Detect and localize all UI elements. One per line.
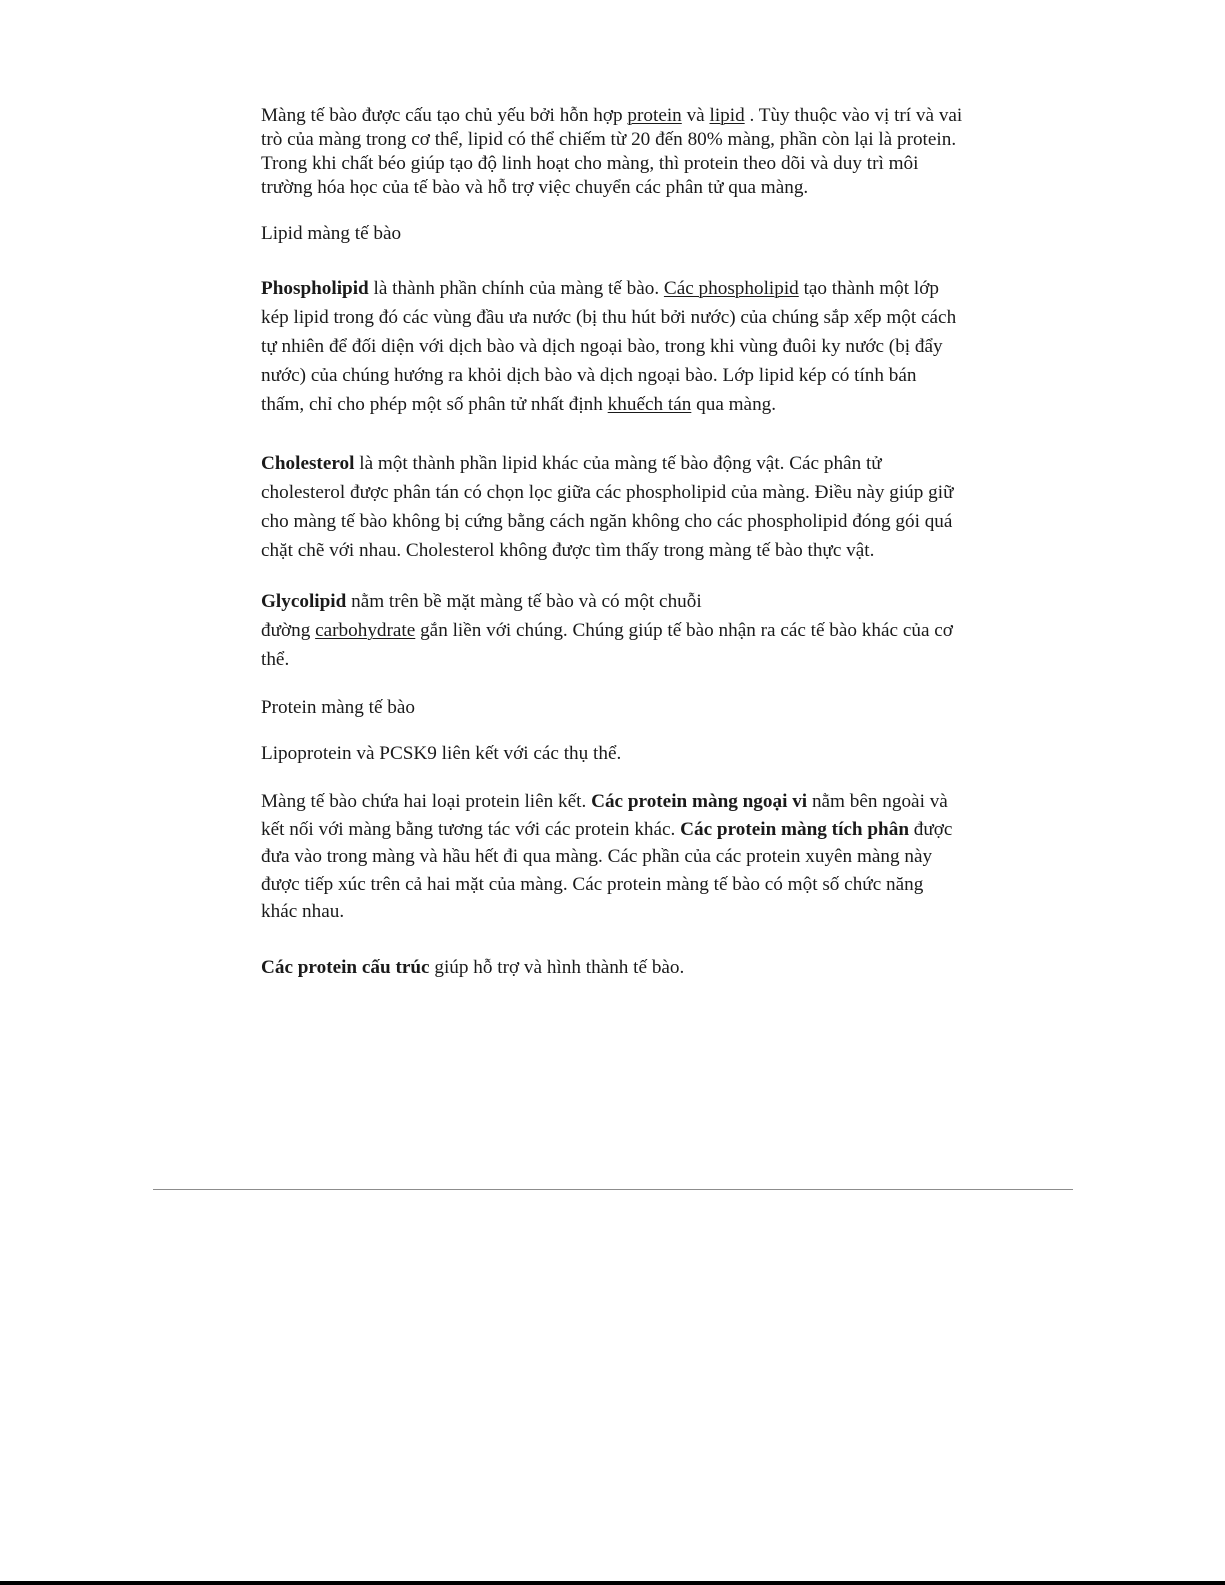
intro-text-3: . Tùy thuộc vào vị trí và vai trò của màng trong cơ thể, lipid có thể chiếm từ 20 đến 80% màng, phần còn lại là protein. Trong khi chất béo giúp tạo độ linh hoạt cho màng, thì protein theo dõi và duy trì môi trường hóa học của tế bào và hỗ trợ việc chuyển các phân tử qua màng. [261,105,963,198]
page-bottom-edge [0,1581,1225,1585]
phospholipid-paragraph [261,274,963,419]
phospholipid-text-1: là thành phần chính của màng tế bào. [368,278,664,299]
phospholipid-term: Phospholipid [261,278,369,299]
glycolipid-text-1: nằm trên bề mặt màng tế bào và có một chuỗi [346,591,702,612]
membrane-proteins-paragraph [261,788,963,926]
integral-proteins-term: Các protein màng tích phân [680,818,909,840]
glycolipid-text-2: đường [261,620,316,641]
glycolipid-text-3: gắn liền với chúng. Chúng giúp tế bào nhận ra các tế bào khác của cơ thể. [261,620,953,670]
page-divider [153,1189,1073,1190]
glycolipid-term: Glycolipid [261,591,347,612]
phospholipid-text-2: tạo thành một lớp kép lipid trong đó các vùng đầu ưa nước (bị thu hút bởi nước) của chúng sắp xếp một cách tự nhiên để đối diện với dịch bào và dịch ngoại bào, trong khi vùng đuôi ky nước (bị đẩy nước) của chúng hướng ra khỏi dịch bào và dịch ngoại bào. Lớp lipid kép có tính bán thấm, chỉ cho phép một số phân tử nhất định [261,278,957,415]
lipid-link[interactable]: lipid [709,105,745,126]
membrane-proteins-text-3: được đưa vào trong màng và hầu hết đi qua màng. Các phần của các protein xuyên màng này được tiếp xúc trên cả hai mặt của màng. Các protein màng tế bào có một số chức năng khác nhau. [261,818,953,922]
membrane-proteins-text-2: nằm bên ngoài và kết nối với màng bằng tương tác với các protein khác. [261,791,948,840]
structural-proteins-paragraph [261,956,963,980]
structural-proteins-text: giúp hỗ trợ và hình thành tế bào. [429,956,685,978]
intro-text-2: và [681,105,710,126]
membrane-proteins-text-1: Màng tế bào chứa hai loại protein liên kết. [261,791,592,812]
carbohydrate-link[interactable]: carbohydrate [315,620,416,641]
structural-proteins-term: Các protein cấu trúc [261,956,430,978]
heading-protein: Protein màng tế bào [261,697,415,718]
lipoprotein-line: Lipoprotein và PCSK9 liên kết với các thụ thể. [261,743,622,764]
intro-text-1: Màng tế bào được cấu tạo chủ yếu bởi hỗn hợp [261,105,628,126]
cholesterol-text: là một thành phần lipid khác của màng tế bào động vật. Các phân tử cholesterol được phân tán có chọn lọc giữa các phospholipid của màng. Điều này giúp giữ cho màng tế bào không bị cứng bằng cách ngăn không cho các phospholipid đóng gói quá chặt chẽ với nhau. Cholesterol không được tìm thấy trong màng tế bào thực vật. [261,453,954,561]
peripheral-proteins-term: Các protein màng ngoại vi [591,791,808,812]
phospholipid-text-3: qua màng. [691,394,777,415]
heading-lipid: Lipid màng tế bào [261,223,402,244]
phospholipids-link[interactable]: Các phospholipid [663,278,799,299]
cholesterol-paragraph [261,449,963,565]
diffusion-link[interactable]: khuếch tán [607,394,692,415]
protein-link[interactable]: protein [627,105,682,126]
glycolipid-paragraph [261,587,963,674]
document-body [261,104,963,980]
intro-paragraph [261,104,963,200]
cholesterol-term: Cholesterol [261,453,355,474]
